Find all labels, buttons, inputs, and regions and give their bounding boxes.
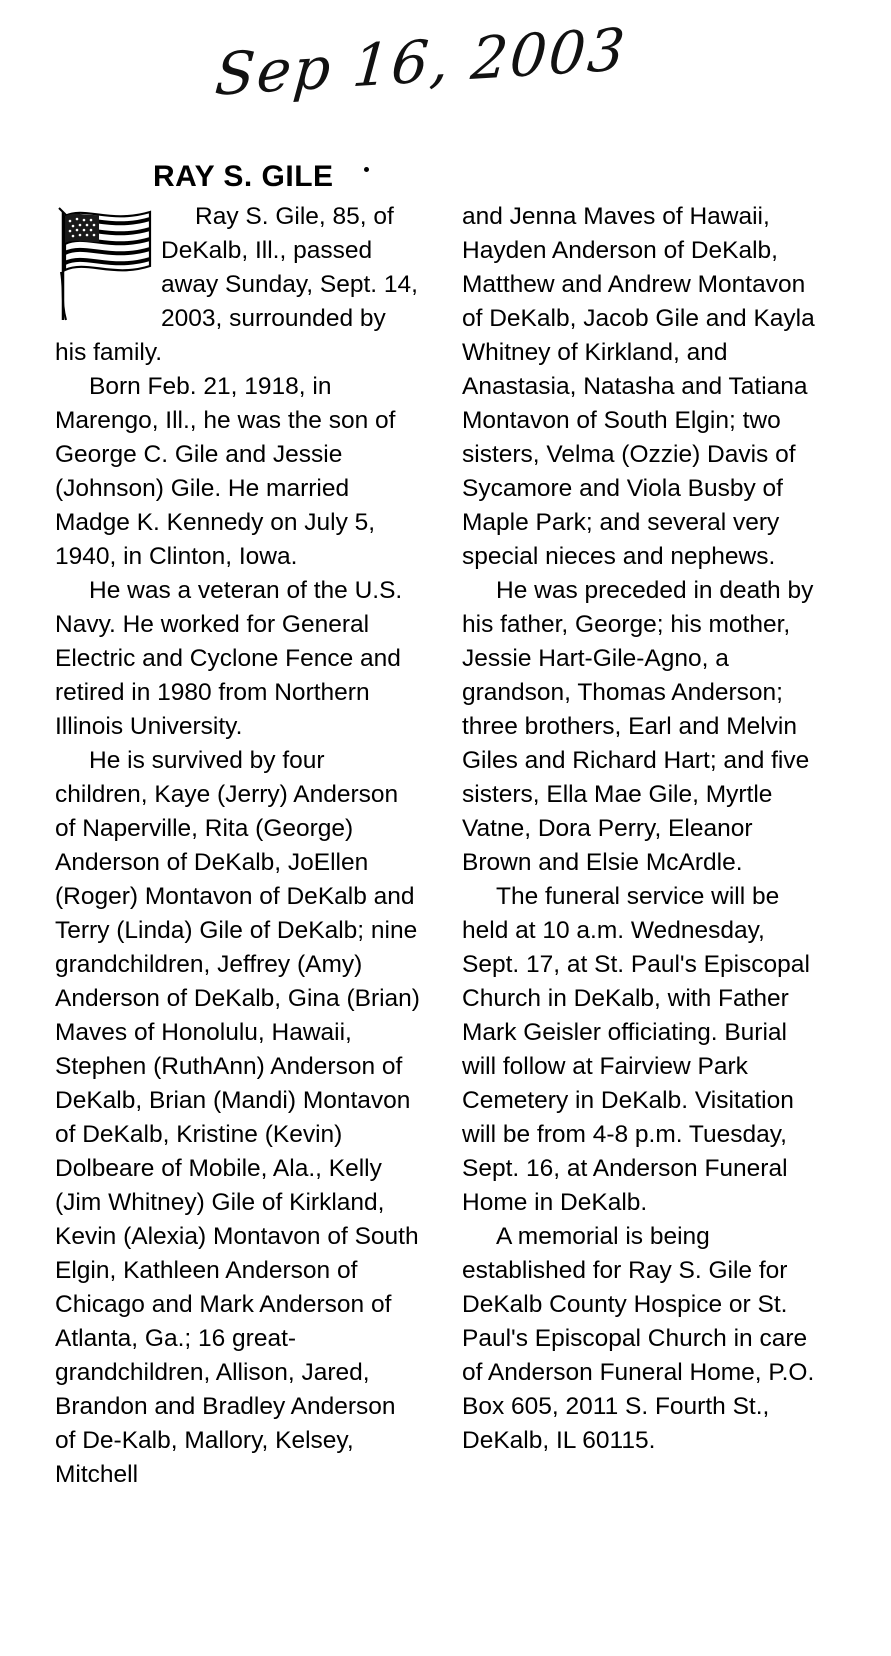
headline-text: RAY S. GILE — [153, 160, 334, 193]
handwritten-date: Sep 16, 2003 — [212, 15, 630, 109]
paragraph: He is survived by four children, Kaye (Jerry) Anderson of Naperville, Rita (George) Anderson of DeKalb, JoEllen (Roger) Montavon of DeKalb and Terry (Linda) Gile of DeKalb; nine grandchildren, Jeffrey (Amy) Anderson of DeKalb, Gina (Brian) Maves of Honolulu, Hawaii, Stephen (RuthAnn) Anderson of DeKalb, Brian (Mandi) Montavon of DeKalb, Kristine (Kevin) Dolbeare of Mobile, Ala., Kelly (Jim Whitney) Gile of Kirkland, Kevin (Alexia) Montavon of South Elgin, Kathleen Anderson of Chicago and Mark Anderson of Atlanta, Ga.; 16 great-grandchildren, Allison, Jared, Brandon and Bradley Anderson of De-Kalb, Mallory, Kelsey, Mitchell — [55, 747, 420, 1488]
paragraph: He was a veteran of the U.S. Navy. He worked for General Electric and Cyclone Fence and retired in 1980 from Northern Illinois University. — [55, 577, 403, 740]
paragraph: Born Feb. 21, 1918, in Marengo, Ill., he was the son of George C. Gile and Jessie (Johnson) Gile. He married Madge K. Kennedy on July 5, 1940, in Clinton, Iowa. — [55, 373, 396, 570]
page-title — [55, 160, 845, 194]
headline-dot — [364, 167, 369, 172]
us-flag-icon — [55, 202, 155, 324]
paragraph: He was preceded in death by his father, George; his mother, Jessie Hart-Gile-Agno, a grandson, Thomas Anderson; three brothers, Earl and Melvin Giles and Richard Hart; and five sisters, Ella Mae Gile, Myrtle Vatne, Dora Perry, Eleanor Brown and Elsie McArdle. — [462, 577, 814, 876]
right-column — [462, 200, 827, 1458]
column-container — [55, 200, 845, 1492]
first-paragraph-block — [55, 200, 420, 370]
paragraph: Ray S. Gile, 85, of DeKalb, Ill., passed away Sunday, Sept. 14, 2003, surrounded by his family. — [55, 203, 418, 366]
obituary-clipping — [55, 160, 845, 1492]
left-column — [55, 200, 420, 1492]
paragraph: The funeral service will be held at 10 a.m. Wednesday, Sept. 17, at St. Paul's Episcopal Church in DeKalb, with Father Mark Geisler officiating. Burial will follow at Fairview Park Cemetery in DeKalb. Visitation will be from 4-8 p.m. Tuesday, Sept. 16, at Anderson Funeral Home in DeKalb. — [462, 883, 810, 1216]
paragraph: A memorial is being established for Ray S. Gile for DeKalb County Hospice or St. Paul's Episcopal Church in care of Anderson Funeral Home, P.O. Box 605, 2011 S. Fourth St., DeKalb, IL 60115. — [462, 1223, 815, 1454]
paragraph: and Jenna Maves of Hawaii, Hayden Anderson of DeKalb, Matthew and Andrew Montavon of DeKalb, Jacob Gile and Kayla Whitney of Kirkland, and Anastasia, Natasha and Tatiana Montavon of South Elgin; two sisters, Velma (Ozzie) Davis of Sycamore and Viola Busby of Maple Park; and several very special nieces and nephews. — [462, 203, 815, 570]
